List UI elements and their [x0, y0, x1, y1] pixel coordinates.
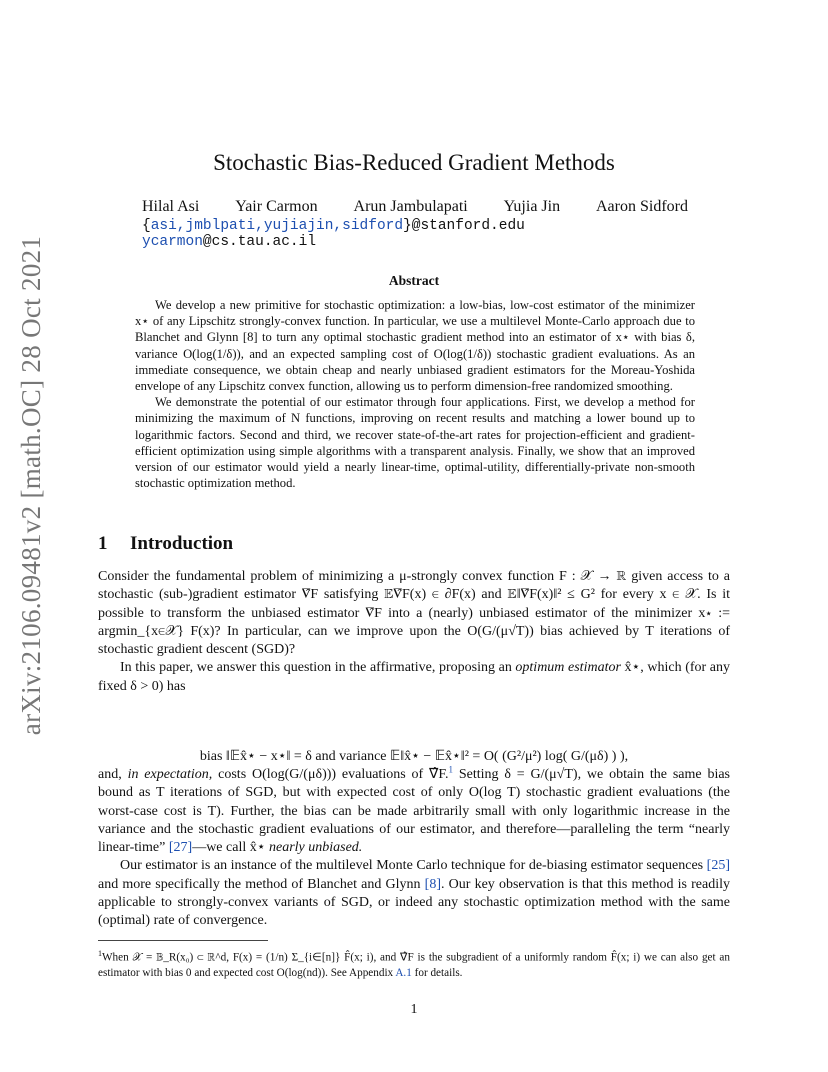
- footnote-divider: [98, 940, 268, 941]
- appendix-link[interactable]: A.1: [395, 966, 412, 979]
- abstract-paragraph: We develop a new primitive for stochastic optimization: a low-bias, low-cost estimator of the minimizer x⋆ of any Lipschitz strongly-convex function. In particular, we use a multilevel Monte-Carlo approach due to Blanchet and Glynn [8] to turn any optimal stochastic gradient method into an estimator of x⋆ with bias δ, variance O(log(1/δ)), and an expected sampling cost of O(log(1/δ)) stochastic gradient evaluations. As an immediate consequence, we obtain cheap and nearly unbiased gradient estimators for the Moreau-Yoshida envelope of any Lipschitz convex function, allowing us to perform dimension-free randomized smoothing.: [135, 298, 695, 394]
- emphasis: in expectation,: [127, 767, 213, 782]
- section-title: Introduction: [130, 533, 234, 554]
- author-name: Yujia Jin: [503, 198, 561, 215]
- footnote: $^1$When 𝒳 = 𝔹_R(x₀) ⊂ ℝ^d, F(x) = (1/n) Σ_{i∈[n]} F̂(x; i), and ∇̂F is the subgradient of a uniformly random F̂(x; i) we can also get an estimator with bias 0 and expected cost O(log(nd)). See Appendix A.1 for details.: [98, 949, 730, 979]
- abstract-heading: Abstract: [388, 273, 440, 288]
- intro-block-1: [98, 568, 730, 696]
- footnote-marker-link[interactable]: 1: [448, 764, 454, 775]
- section-number: 1: [98, 533, 108, 554]
- display-equation: bias ‖𝔼x̂⋆ − x⋆‖ = δ and variance 𝔼‖x̂⋆ − 𝔼x̂⋆‖² = O( (G²/μ²) log( G/(μδ) ) ),: [199, 749, 629, 764]
- paper-title: Stochastic Bias-Reduced Gradient Methods: [213, 150, 615, 175]
- abstract-body: [135, 297, 695, 491]
- page-number: 1: [410, 1002, 418, 1017]
- intro-paragraph: In this paper, we answer this question in the affirmative, proposing an optimum estimator x̂⋆, which (for any fixed δ > 0) has: [98, 660, 731, 694]
- abstract-paragraph: We demonstrate the potential of our estimator through four applications. First, we develop a method for minimizing the maximum of N functions, improving on recent results and matching a lower bound up to logarithmic factors. Second and third, we recover state-of-the-art rates for projection-efficient and gradient-efficient optimization using simple algorithms with a transparent analysis. Finally, we show that an improved version of our estimator would yield a nearly linear-time, optimal-utility, differentially-private non-smooth stochastic optimization method.: [135, 395, 695, 491]
- citation-link[interactable]: [27]: [168, 840, 193, 856]
- arxiv-side-stamp: [4, 235, 60, 735]
- author-name: Arun Jambulapati: [353, 198, 468, 215]
- email-brace: {: [142, 218, 151, 234]
- intro-paragraph: Consider the fundamental problem of minimizing a μ-strongly convex function F : 𝒳 → ℝ given access to a stochastic (sub-)gradient estimator ∇̂F satisfying 𝔼∇̂F(x) ∈ ∂F(x) and 𝔼‖∇̂F(x)‖² ≤ G² for every x ∈ 𝒳. Is it possible to transform the unbiased estimator ∇̂F into a (nearly) unbiased estimator of the minimizer x⋆ := argmin_{x∈𝒳} F(x)? In particular, can we improve upon the O(G/(μ√T)) bias achieved by T iterations of stochastic gradient descent (SGD)?: [98, 569, 730, 658]
- tau-email-link[interactable]: ycarmon: [142, 234, 203, 250]
- author-name: Hilal Asi: [142, 198, 200, 215]
- author-name: Aaron Sidford: [596, 198, 688, 215]
- author-name: Yair Carmon: [235, 198, 318, 215]
- intro-paragraph: Our estimator is an instance of the multilevel Monte Carlo technique for de-biasing estimator sequences [25] and more specifically the method of Blanchet and Glynn [8]. Our key observation is that this method is readily applicable to strongly-convex variants of SGD, or indeed any stochastic optimization method with the same (optimal) rate of convergence.: [98, 858, 730, 929]
- tau-domain: @cs.tau.ac.il: [202, 234, 317, 250]
- footnote-number: 1: [98, 949, 102, 958]
- intro-paragraph: and, in expectation, costs O(log(G/(μδ))) evaluations of ∇̂F.$^1$ Setting δ = G/(μ√T), we obtain the same bias bound as T iterations of SGD, but with expected cost of only O(log T) stochastic gradient evaluations (the worst-case cost is T). Further, the bias can be made arbitrarily small with only logarithmic increase in the variance and the stochastic gradient evaluations of our estimator, and therefore—paralleling the term “nearly linear-time” [27]—we call x̂⋆ nearly unbiased.: [98, 764, 730, 856]
- emphasis: nearly unbiased.: [268, 840, 363, 856]
- emphasis: optimum estimator: [515, 660, 621, 676]
- section-heading: [98, 533, 730, 555]
- citation-link[interactable]: [25]: [706, 858, 730, 874]
- arxiv-identifier: arXiv:2106.09481v2 [math.OC] 28 Oct 2021: [16, 235, 47, 735]
- intro-block-2: [98, 766, 730, 931]
- author-emails: [142, 218, 702, 250]
- stanford-email-link[interactable]: asi,jmblpati,yujiajin,sidford: [150, 218, 404, 234]
- author-list: [142, 198, 688, 216]
- citation-link[interactable]: [8]: [424, 876, 441, 892]
- stanford-domain: }@stanford.edu: [403, 218, 525, 234]
